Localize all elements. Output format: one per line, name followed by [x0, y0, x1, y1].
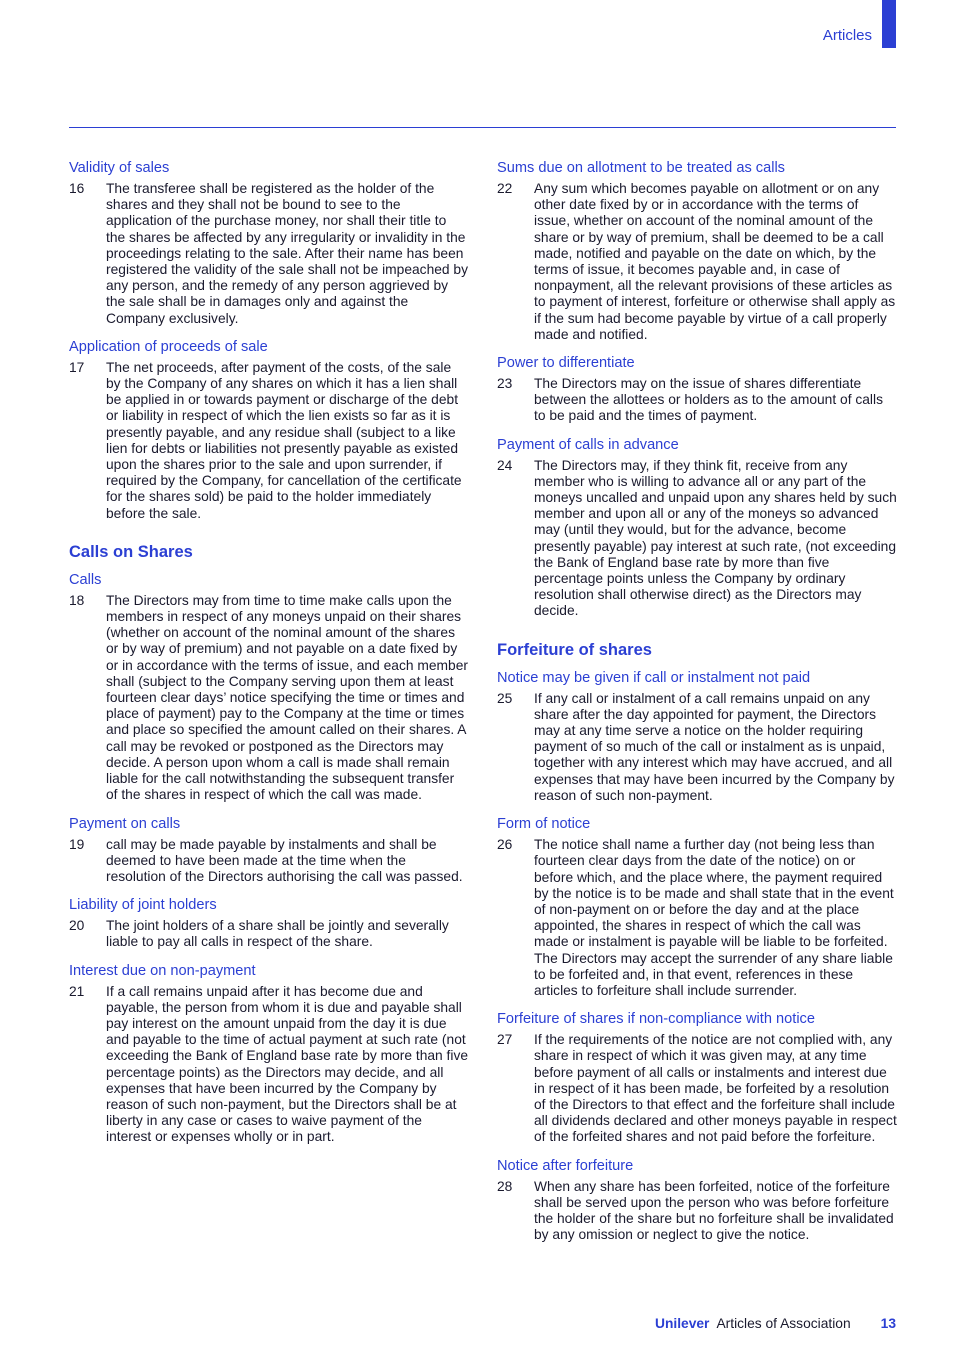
footer-document-title: Articles of Association — [716, 1316, 851, 1331]
article-number: 23 — [497, 376, 513, 392]
article-paragraph — [497, 1032, 897, 1145]
article-text: If the requirements of the notice are not complied with, any share in respect of which it was given may, at any time before payment of all calls or instalments and interest due in respect of it has been made, be forfeited by a resolution of the Directors to that effect and the forfeiture shall include all dividends declared and other moneys payable in respect of the forfeited shares and not paid before the forfeiture. — [534, 1032, 897, 1145]
article-text: The transferee shall be registered as the holder of the shares and they shall not be bound to see to the application of the purchase money, nor shall their title to the shares be affected by any irregularity or invalidity in the proceedings relating to the sale. After their name has been registered the validity of the sale shall not be impeached by any person, and the remedy of any person aggrieved by the sale shall be in damages only and against the Company exclusively. — [106, 181, 468, 326]
article-number: 27 — [497, 1032, 513, 1048]
article-text: The notice shall name a further day (not being less than fourteen clear days from the date of the notice) on or before which, and the place where, the payment required by the notice is to be made and shall state that in the event of non-payment on or before the day and at the place appointed, the shares in respect of which the call was made or instalment is payable will be liable to be forfeited. The Directors may accept the surrender of any share liable to be forfeited and, in that event, references in these articles to forfeiture shall include surrender. — [534, 837, 894, 998]
article-text: The net proceeds, after payment of the costs, of the sale by the Company of any shares on which it has a lien shall be applied in or towards payment or discharge of the debt or liability in respect of which the lien exists so far as it is presently payable, and any residue shall (subject to a like lien for debts or liabilities not presently payable as existed upon the shares prior to the sale and upon surrender, if required by the Company, for cancellation of the certificate for the shares sold) be paid to the holder immediately before the sale. — [106, 359, 462, 521]
article-text: The joint holders of a share shall be jointly and severally liable to pay all calls in respect of the share. — [106, 918, 449, 950]
article-paragraph — [497, 837, 897, 999]
article-number: 28 — [497, 1178, 513, 1194]
article-subheading: Notice may be given if call or instalment not paid — [497, 669, 811, 686]
article-subheading: Interest due on non-payment — [69, 962, 256, 979]
article-number: 16 — [69, 181, 85, 196]
article-paragraph — [69, 918, 469, 950]
article-paragraph — [69, 984, 469, 1146]
article-paragraph — [69, 360, 469, 522]
article-paragraph — [497, 691, 897, 804]
article-text: The Directors may from time to time make calls upon the members in respect of any moneys unpaid on their shares (whether on account of the nominal amount of the shares or by way of premium) and not payable on a date fixed by or in accordance with the terms of issue, and each member shall (subject to the Company serving upon them at least fourteen clear days’ notice specifying the time or times and place of payment) pay to the Company at the time or times and place so specified the amount called on their shares. A call may be revoked or postponed as the Directors may decide. A person upon whom a call is made shall remain liable for the call notwithstanding the subsequent transfer of the shares in respect of which the call was made. — [106, 592, 468, 803]
article-number: 17 — [69, 359, 85, 375]
article-number: 20 — [69, 918, 85, 934]
header-section-label: Articles — [822, 27, 872, 44]
article-number: 24 — [497, 457, 513, 473]
article-number: 21 — [69, 983, 85, 999]
article-text: If a call remains unpaid after it has become due and payable, the person from whom it is due and payable shall pay interest on the amount unpaid from the day it is due and payable to the time of actual payment at such rate (not exceeding the Bank of England base rate by more than five percentage points) as the Directors may decide, and all expenses that have been incurred by the Company by reason of such non-payment, but the Directors shall be at liberty in any case or cases to waive payment of the interest or expenses wholly or in part. — [106, 983, 469, 1145]
article-paragraph — [69, 181, 469, 327]
article-text: The Directors may on the issue of shares differentiate between the allottees or holders as to the amount of calls to be paid and the times of payment. — [534, 376, 883, 424]
article-paragraph — [497, 181, 897, 343]
article-subheading: Payment on calls — [69, 815, 181, 832]
article-subheading: Forfeiture of shares if non-compliance with notice — [497, 1011, 815, 1028]
header-divider — [69, 127, 896, 128]
article-subheading: Calls — [69, 571, 102, 588]
right-column — [497, 160, 897, 1255]
article-number: 22 — [497, 181, 513, 196]
article-text: Any sum which becomes payable on allotment or on any other date fixed by or in accordance with the terms of issue, whether on account of the nominal amount of the share or by way of premium, shall be deemed to be a call made, notified and payable on the date on which, by the terms of issue, it becomes payable and, in case of nonpayment, all the relevant provisions of these articles as to payment of interest, forfeiture or otherwise shall apply as if the sum had become payable by virtue of a call properly made and notified. — [534, 181, 896, 342]
page-number: 13 — [880, 1316, 896, 1331]
article-paragraph — [69, 593, 469, 804]
article-paragraph — [497, 1179, 897, 1244]
article-text: When any share has been forfeited, notice of the forfeiture shall be served upon the person who was before forfeiture the holder of the share but no forfeiture shall be invalidated by any omission or neglect to give the notice. — [534, 1178, 894, 1243]
article-subheading: Liability of joint holders — [69, 897, 217, 914]
article-number: 25 — [497, 690, 513, 706]
article-subheading: Form of notice — [497, 816, 591, 833]
article-text: call may be made payable by instalments and shall be deemed to have been made at the time when the resolution of the Directors authorising the call was passed. — [106, 836, 463, 884]
article-subheading: Notice after forfeiture — [497, 1157, 634, 1174]
article-paragraph — [69, 837, 469, 886]
article-subheading: Power to differentiate — [497, 355, 635, 372]
section-heading: Calls on Shares — [69, 542, 193, 561]
article-subheading: Application of proceeds of sale — [69, 338, 268, 355]
page-footer — [655, 1316, 896, 1331]
article-subheading: Payment of calls in advance — [497, 436, 679, 453]
article-subheading: Validity of sales — [69, 160, 170, 176]
article-text: If any call or instalment of a call remains unpaid on any share after the day appointed for payment, the Directors may at any time serve a notice on the holder requiring payment of so much of the call or instalment as is unpaid, together with any interest which may have accrued, and all expenses that may have been incurred by the Company by reason of such non-payment. — [534, 690, 895, 803]
section-heading: Forfeiture of shares — [497, 640, 652, 659]
article-text: The Directors may, if they think fit, receive from any member who is willing to advance all or any part of the moneys uncalled and unpaid upon any shares held by such member and upon all or any of the moneys so advanced may (until they would, but for the advance, become presently payable) pay interest at such rate, (not exceeding the Bank of England base rate by more than five percentage points unless the Company by ordinary resolution shall otherwise direct) as the Directors may decide. — [534, 457, 897, 619]
header-accent-tab — [882, 0, 896, 48]
article-paragraph — [497, 458, 897, 620]
article-number: 18 — [69, 592, 85, 608]
footer-brand: Unilever — [654, 1316, 710, 1331]
article-number: 26 — [497, 837, 513, 853]
left-column — [69, 160, 469, 1158]
article-paragraph — [497, 376, 897, 425]
article-number: 19 — [69, 836, 85, 852]
article-subheading: Sums due on allotment to be treated as calls — [497, 160, 785, 176]
